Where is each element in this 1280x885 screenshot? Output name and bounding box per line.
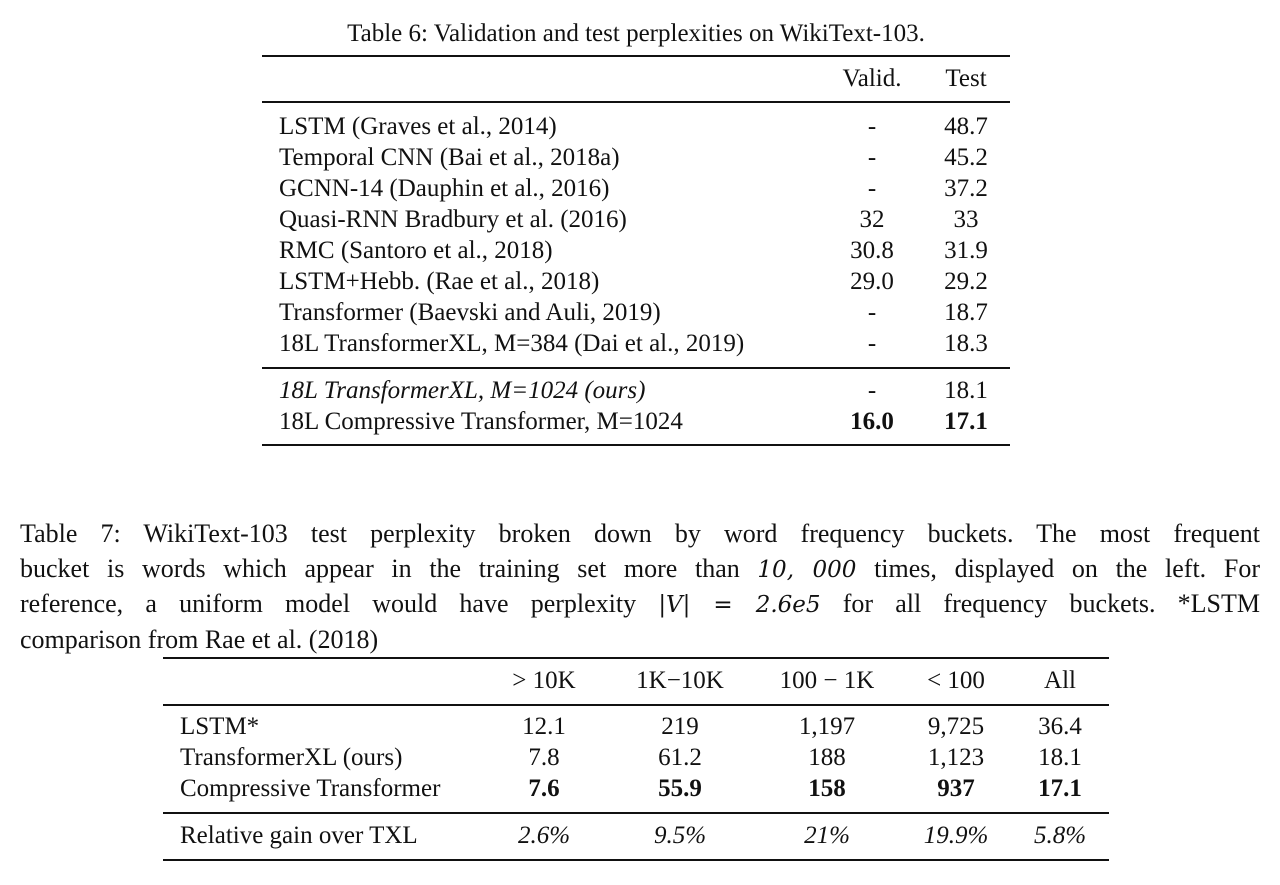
table7-gain-row-model: Relative gain over TXL xyxy=(180,822,418,849)
table7-row-all: 36.4 xyxy=(1038,713,1082,740)
caption-text: reference, a uniform model would have perplexity xyxy=(20,589,659,618)
table6-caption: Table 6: Validation and test perplexities on WikiText-103. xyxy=(347,20,925,47)
table7-header-b3: 100 − 1K xyxy=(779,667,875,694)
table7-header-b1: > 10K xyxy=(512,667,576,694)
table6-row-test: 45.2 xyxy=(944,144,988,171)
table7-row-b3: 188 xyxy=(808,744,846,771)
table7-row-b1: 12.1 xyxy=(522,713,566,740)
table6-header-test: Test xyxy=(945,65,987,92)
table7-row-all: 18.1 xyxy=(1038,744,1082,771)
table6-row-model: LSTM (Graves et al., 2014) xyxy=(279,113,557,140)
table7-row-b3: 1,197 xyxy=(798,713,856,740)
table6-row-model: 18L TransformerXL, M=384 (Dai et al., 2019) xyxy=(279,330,745,357)
caption-text: for all frequency buckets. *LSTM xyxy=(820,589,1260,618)
table7-gain-row-all: 5.8% xyxy=(1033,822,1087,849)
table6-row-model: Transformer (Baevski and Auli, 2019) xyxy=(279,299,661,326)
table7-row-b2: 61.2 xyxy=(658,744,702,771)
table6-row-model: GCNN-14 (Dauphin et al., 2016) xyxy=(279,175,610,202)
caption-text: bucket is words which appear in the training set more than xyxy=(20,553,758,583)
table6-ours-row-test: 18.1 xyxy=(944,377,988,404)
table7-row-b4: 937 xyxy=(937,775,975,802)
table6-header-valid: Valid. xyxy=(842,65,902,92)
table6-header-rule xyxy=(262,101,1010,103)
table6-row-valid: - xyxy=(867,175,877,202)
table7-bottom-rule xyxy=(163,859,1109,861)
table6-bottom-rule xyxy=(262,444,1010,446)
caption-math-count: 10, 000 xyxy=(757,556,857,583)
table6-row-test: 29.2 xyxy=(944,268,988,295)
table6-row-valid: - xyxy=(867,113,877,140)
table6-ours-row-valid: - xyxy=(867,377,877,404)
table6-row-test: 33 xyxy=(953,206,979,233)
table6-row-test: 31.9 xyxy=(944,237,988,264)
table6-row-test: 18.3 xyxy=(944,330,988,357)
table7-row-b4: 1,123 xyxy=(927,744,985,771)
table6-row-test: 48.7 xyxy=(944,113,988,140)
table6-row-valid: - xyxy=(867,330,877,357)
table7-top-rule xyxy=(163,657,1109,659)
table7-gain-row-b1: 2.6% xyxy=(517,822,571,849)
table7-header-rule xyxy=(163,704,1109,706)
table7-caption-line xyxy=(20,552,1260,588)
table7-caption xyxy=(20,517,1260,657)
table7-row-b1: 7.6 xyxy=(528,775,560,802)
table6-row-model: LSTM+Hebb. (Rae et al., 2018) xyxy=(279,268,600,295)
table6-row-valid: 32 xyxy=(859,206,885,233)
caption-text: times, displayed on the left. For xyxy=(856,553,1260,583)
table7-mid-rule xyxy=(163,812,1109,814)
table6-row-model: RMC (Santoro et al., 2018) xyxy=(279,237,553,264)
table7-gain-row-b2: 9.5% xyxy=(653,822,707,849)
table7-row-b2: 55.9 xyxy=(658,775,702,802)
table6-compressive-row-test: 17.1 xyxy=(944,408,988,435)
table6-row-valid: 29.0 xyxy=(850,268,894,295)
table7-caption-line xyxy=(20,587,1260,623)
table7-gain-row-b4: 19.9% xyxy=(923,822,989,849)
table6-ours-row-model: 18L TransformerXL, M=1024 (ours) xyxy=(279,377,646,404)
table7-row-model: LSTM* xyxy=(180,713,260,740)
table6-row-test: 18.7 xyxy=(944,299,988,326)
table6-row-test: 37.2 xyxy=(944,175,988,202)
table7-header-b2: 1K−10K xyxy=(636,667,724,694)
table6-row-model: Temporal CNN (Bai et al., 2018a) xyxy=(279,144,620,171)
table6-row-model: Quasi-RNN Bradbury et al. (2016) xyxy=(279,206,627,233)
table6-row-valid: 30.8 xyxy=(850,237,894,264)
table6-compressive-row-model: 18L Compressive Transformer, M=1024 xyxy=(279,408,683,435)
table6-mid-rule xyxy=(262,367,1010,369)
table6-row-valid: - xyxy=(867,299,877,326)
table6-row-valid: - xyxy=(867,144,877,171)
table7-header-b4: < 100 xyxy=(927,667,985,694)
table7-gain-row-b3: 21% xyxy=(804,822,850,849)
table7-row-model: Compressive Transformer xyxy=(180,775,441,802)
table7-row-b4: 9,725 xyxy=(927,713,985,740)
table7-caption-line: comparison from Rae et al. (2018) xyxy=(20,624,379,654)
table7-row-model: TransformerXL (ours) xyxy=(180,744,403,771)
table7-row-all: 17.1 xyxy=(1038,775,1082,802)
table7-header-all: All xyxy=(1044,667,1076,694)
table7-caption-line: Table 7: WikiText-103 test perplexity broken down by word frequency buckets. The most frequent xyxy=(20,519,1260,548)
table6-top-rule xyxy=(262,55,1010,57)
table7-row-b3: 158 xyxy=(808,775,846,802)
table6-compressive-row-valid: 16.0 xyxy=(850,408,894,435)
table7-row-b1: 7.8 xyxy=(528,744,560,771)
caption-math-vocab: |V| = 2.6e5 xyxy=(658,592,821,618)
table7-row-b2: 219 xyxy=(661,713,699,740)
